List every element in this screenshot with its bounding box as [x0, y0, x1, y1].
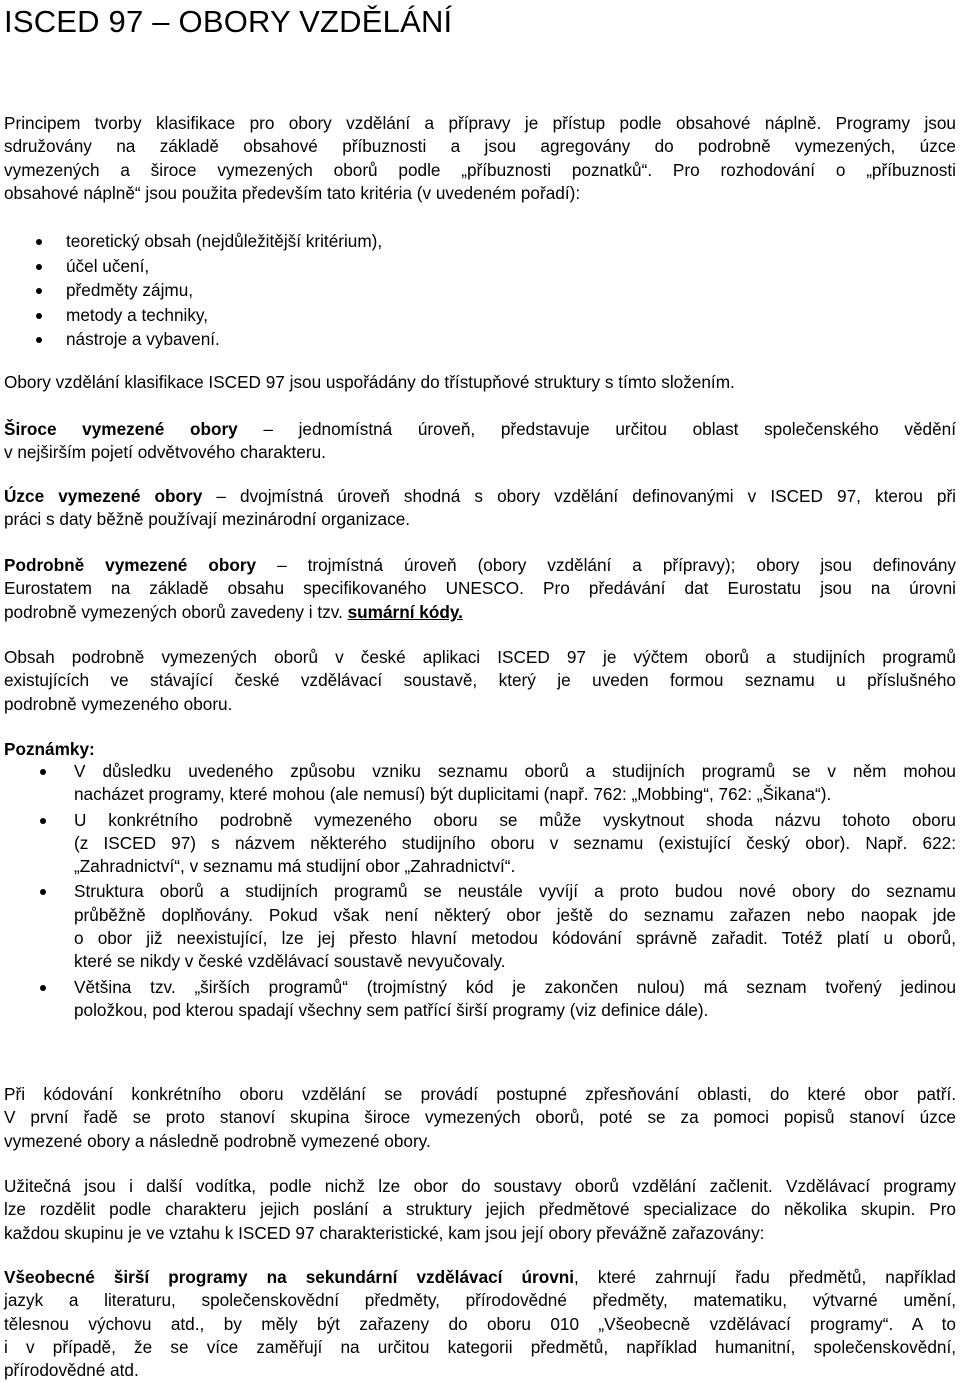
text-line: jazyk a literaturu, společenskovědní předměty, přírodovědné předměty, matematiku, výtvarné umění, — [4, 1290, 956, 1311]
text-line: obsahové náplně“ jsou použita především tato kritéria (v uvedeném pořadí): — [4, 182, 581, 203]
text-line: přírodovědné atd. — [4, 1360, 139, 1381]
bullet-icon — [36, 313, 42, 319]
list-item: metody a techniky, — [4, 303, 382, 328]
detailed-fields-paragraph — [4, 554, 956, 624]
bullet-icon — [36, 337, 42, 343]
page-title: ISCED 97 – OBORY VZDĚLÁNÍ — [4, 4, 453, 39]
text-line: lze rozdělit podle charakteru jejich poslání a struktury jejich předmětové specializace do několika skupin. Pro — [4, 1199, 956, 1220]
czech-application-paragraph — [4, 646, 956, 716]
text-line: vymezených a široce vymezených oborů podle „příbuznosti poznatků“. Pro rozhodování o „příbuznosti — [4, 159, 956, 180]
bullet-icon — [40, 889, 46, 895]
list-item: Většina tzv. „širších programů“ (trojmístný kód je zakončen nulou) má seznam tvořený jedinou položkou, pod kterou spadají všechny sem patřící širší programy (viz definice dále). — [4, 976, 956, 1023]
list-item: předměty zájmu, — [4, 278, 382, 303]
text-line: Podrobně vymezené obory – trojmístná úroveň (obory vzdělání a přípravy); obory jsou definovány — [4, 555, 957, 575]
detailed-fields-term: Podrobně vymezené obory — [4, 555, 257, 575]
text-line: existujících ve stávající české vzdělávací soustavě, který je uveden formou seznamu u příslušného — [4, 670, 956, 691]
list-item: V důsledku uvedeného způsobu vzniku seznamu oborů a studijních programů se v něm mohou nacházet programy, které mohou (ale nemusí) být duplicitami (např. 762: „Mobbing“, 762: „Šikana“). — [4, 760, 956, 807]
text-line: podrobně vymezených oborů zavedeny i tzv. sumární kódy. — [4, 601, 463, 622]
notes-heading: Poznámky: — [4, 739, 95, 759]
text-line: Obory vzdělání klasifikace ISCED 97 jsou uspořádány do třístupňové struktury s tímto složením. — [4, 372, 735, 392]
text-line: Obsah podrobně vymezených oborů v české aplikaci ISCED 97 je výčtem oborů a studijních programů — [4, 647, 956, 667]
text-line: Principem tvorby klasifikace pro obory vzdělání a přípravy je přístup podle obsahové náplně. Programy jsou — [4, 113, 956, 133]
broad-fields-term: Široce vymezené obory — [4, 419, 238, 439]
text-line: Při kódování konkrétního oboru vzdělání se provádí postupné zpřesňování oblasti, do které obor patří. — [4, 1084, 956, 1104]
text-line: i v případě, že se více zaměřují na určitou kategorii předmětů, například humanitní, společenskovědní, — [4, 1336, 956, 1357]
text-line: Všeobecné širší programy na sekundární vzdělávací úrovni, které zahrnují řadu předmětů, například — [4, 1267, 956, 1287]
list-item: Struktura oborů a studijních programů se neustále vyvíjí a proto budou nové obory do seznamu průběžně doplňovány. Pokud však není některý obor ještě do seznamu zařazen nebo naopak jde o obor již neexistující, lze jej přesto hlavní metodou kódování správně zařadit. Totéž platí u oborů, které se nikdy v české vzdělávací soustavě nevyučovaly. — [4, 880, 956, 973]
bullet-icon — [40, 818, 46, 824]
text-line: Úzce vymezené obory – dvojmístná úroveň shodná s obory vzdělání definovanými v ISCED 97, kterou při — [4, 486, 956, 506]
list-item: U konkrétního podrobně vymezeného oboru se může vyskytnout shoda názvu tohoto oboru (z ISCED 97) s názvem některého studijního oboru v seznamu (existující český obor). Např. 622: „Zahradnictví“, v seznamu má studijní obor „Zahradnictví“. — [4, 809, 956, 879]
narrow-fields-paragraph — [4, 485, 956, 532]
coding-paragraph — [4, 1083, 956, 1153]
bullet-icon — [36, 239, 42, 245]
list-item: účel učení, — [4, 254, 382, 279]
list-item: nástroje a vybavení. — [4, 327, 382, 352]
text-line: vymezené obory a následně podrobně vymezené obory. — [4, 1130, 431, 1151]
text-line: Užitečná jsou i další vodítka, podle nichž lze obor do soustavy oborů vzdělání začlenit. Vzdělávací programy — [4, 1176, 956, 1196]
structure-paragraph — [4, 371, 956, 394]
text-line: sdružovány na základě obsahové příbuznosti a jsou agregovány do podrobně vymezených, úzce — [4, 136, 956, 157]
general-programs-paragraph — [4, 1266, 956, 1382]
bullet-icon — [36, 288, 42, 294]
bullet-icon — [40, 769, 46, 775]
notes-list — [4, 760, 956, 1024]
general-programs-term: Všeobecné širší programy na sekundární vzdělávací úrovni — [4, 1267, 575, 1287]
text-line: podrobně vymezeného oboru. — [4, 693, 233, 714]
broad-fields-paragraph — [4, 418, 956, 465]
bullet-icon — [40, 985, 46, 991]
guides-paragraph — [4, 1175, 956, 1245]
text-line: každou skupinu je ve vztahu k ISCED 97 charakteristické, kam jsou její obory převážně zařazovány: — [4, 1222, 765, 1243]
text-line: Široce vymezené obory – jednomístná úroveň, představuje určitou oblast společenského vědění — [4, 419, 956, 439]
text-line: tělesnou výchovu atd., by měly být zařazeny do oboru 010 „Všeobecně vzdělávací programy“. A to — [4, 1313, 956, 1334]
intro-paragraph — [4, 112, 956, 205]
text-line: Eurostatem na základě obsahu specifikovaného UNESCO. Pro předávání dat Eurostatu jsou na úrovni — [4, 578, 956, 599]
narrow-fields-term: Úzce vymezené obory — [4, 486, 203, 506]
summary-codes-link[interactable]: sumární kódy. — [347, 601, 463, 622]
text-line: V první řadě se proto stanoví skupina široce vymezených oborů, poté se za pomoci popisů stanoví úzce — [4, 1107, 956, 1128]
bullet-icon — [36, 264, 42, 270]
text-line: v nejširším pojetí odvětvového charakteru. — [4, 442, 326, 463]
list-item: teoretický obsah (nejdůležitější kritérium), — [4, 229, 382, 254]
text-line: práci s daty běžně používají mezinárodní organizace. — [4, 509, 411, 530]
criteria-list — [4, 229, 382, 352]
